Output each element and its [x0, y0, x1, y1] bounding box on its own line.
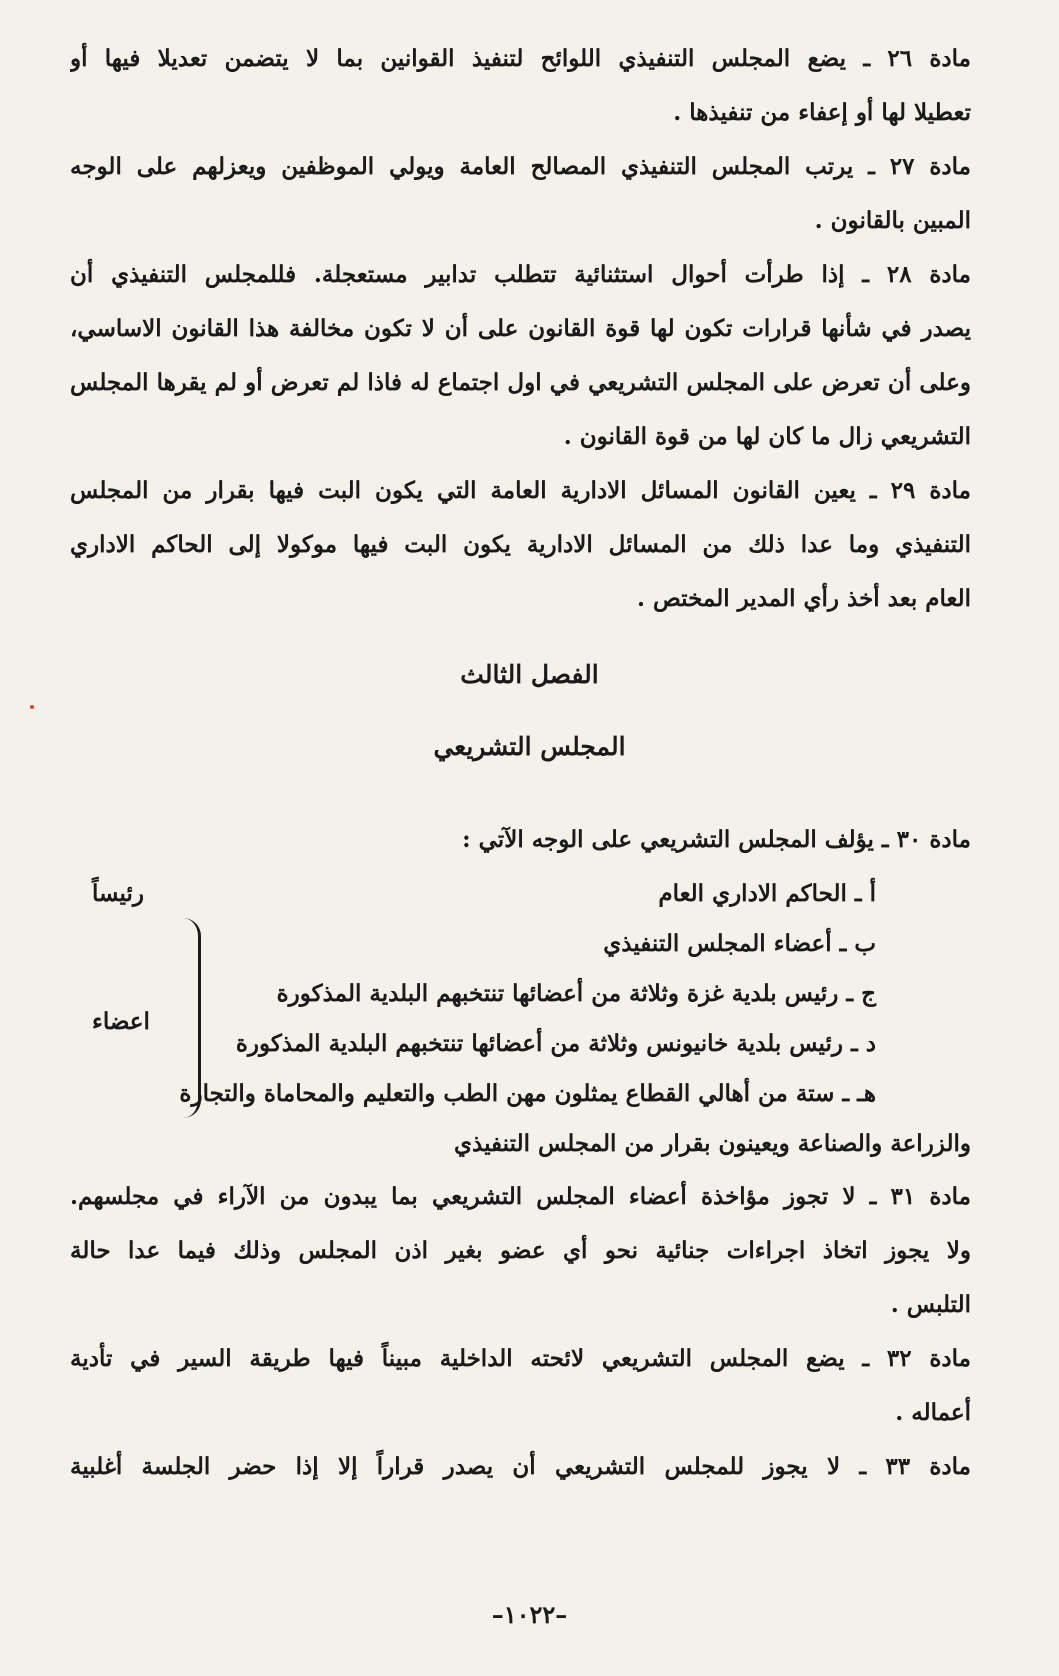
text-line: تعطيلا لها أو إعفاء من تنفيذها . [673, 99, 971, 126]
member-item [70, 969, 971, 1019]
members-brace [178, 918, 201, 1118]
ink-spot [30, 705, 34, 709]
text-line: مادة ٢٦ ـ يضع المجلس التنفيذي اللوائح لتنفيذ القوانين بما لا يتضمن تعديلا فيها أو [70, 45, 971, 72]
text-line: التشريعي زال ما كان لها من قوة القانون . [563, 423, 971, 450]
articles-26-29 [70, 32, 971, 626]
member-text: ب ـ أعضاء المجلس التنفيذي [603, 930, 876, 957]
text-line: أعماله . [895, 1399, 971, 1426]
article-30 [70, 815, 971, 1169]
member-item [70, 919, 971, 969]
member-item [70, 869, 971, 919]
section-title: المجلس التشريعي [433, 732, 626, 761]
chapter-title: الفصل الثالث [460, 660, 599, 689]
member-text: د ـ رئيس بلدية خانيونس وثلاثة من أعضائها تنتخبهم البلدية المذكورة [235, 1030, 876, 1057]
member-item [70, 1069, 971, 1119]
role-president-label: رئيساً [92, 880, 144, 907]
text-line: العام بعد أخذ رأي المدير المختص . [636, 585, 971, 612]
text-line: ولا يجوز اتخاذ اجراءات جنائية نحو أي عضو بغير اذن المجلس وذلك فيما عدا حالة [70, 1237, 971, 1264]
member-item-continuation [70, 1119, 971, 1169]
text-line: مادة ٢٧ ـ يرتب المجلس التنفيذي المصالح العامة ويولي الموظفين ويعزلهم على الوجه [70, 153, 971, 180]
member-text: هـ ـ ستة من أهالي القطاع يمثلون مهن الطب والتعليم والمحاماة والتجارة [179, 1080, 876, 1107]
member-text: أ ـ الحاكم الاداري العام [658, 880, 876, 907]
text-line: مادة ٣٣ ـ لا يجوز للمجلس التشريعي أن يصدر قراراً إلا إذا حضر الجلسة أغلبية [70, 1453, 971, 1480]
role-members-label: اعضاء [92, 1008, 150, 1035]
text-line: التنفيذي وما عدا ذلك من المسائل الادارية يكون البت فيها موكولا إلى الحاكم الاداري [70, 531, 971, 558]
article-30-intro: مادة ٣٠ ـ يؤلف المجلس التشريعي على الوجه الآتي : [462, 826, 971, 853]
text-line: مادة ٣١ ـ لا تجوز مؤاخذة أعضاء المجلس التشريعي بما يبدون من الآراء في مجلسهم. [70, 1183, 971, 1210]
member-text: والزراعة والصناعة ويعينون بقرار من المجلس التنفيذي [454, 1130, 971, 1157]
member-text: ج ـ رئيس بلدية غزة وثلاثة من أعضائها تنتخبهم البلدية المذكورة [276, 980, 876, 1007]
text-line: المبين بالقانون . [814, 207, 971, 234]
text-line: مادة ٢٩ ـ يعين القانون المسائل الادارية العامة التي يكون البت فيها بقرار من المجلس [70, 477, 971, 504]
text-line: يصدر في شأنها قرارات تكون لها قوة القانون على أن لا تكون مخالفة هذا القانون الاساسي، [70, 315, 971, 342]
member-item [70, 1008, 971, 1069]
text-line: مادة ٣٢ ـ يضع المجلس التشريعي لائحته الداخلية مبيناً فيها طريقة السير في تأدية [70, 1345, 971, 1372]
text-line: التلبس . [890, 1291, 971, 1318]
page-number: –١٠٢٢– [491, 1600, 568, 1629]
articles-31-33 [70, 1170, 971, 1494]
text-line: وعلى أن تعرض على المجلس التشريعي في اول اجتماع له فاذا لم تعرض أو لم يقرها المجلس [70, 369, 971, 396]
text-line: مادة ٢٨ ـ إذا طرأت أحوال استثنائية تتطلب تدابير مستعجلة. فللمجلس التنفيذي أن [70, 261, 971, 288]
